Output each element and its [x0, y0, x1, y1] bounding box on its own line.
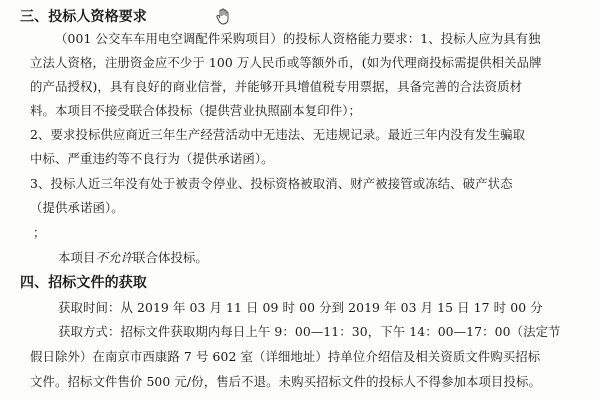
section-3-line-7: 3、投标人近三年没有处于被责令停业、投标资格被取消、财产被接管或冻结、破产状态	[30, 176, 513, 191]
no-consortium-note	[58, 250, 208, 266]
hand-cursor-icon	[215, 8, 231, 26]
section-3-heading: 三、投标人资格要求	[20, 9, 147, 25]
section-3-line-3: 的产品授权)，具有良好的商业信誉，并能够开具增值税专用票据，具备完善的合法资质材	[30, 79, 523, 94]
acquisition-method-line-2: 假日除外）在南京市西康路 7 号 602 室（详细地址）持单位介绍信及相关资质文件购买招标	[30, 349, 541, 364]
note-suffix: 联合体投标。	[132, 250, 208, 265]
section-3-line-9: ；	[33, 225, 46, 240]
section-3-line-4: 料。本项目不接受联合体投标（提供营业执照副本复印件）；	[30, 103, 362, 118]
section-4-heading: 四、招标文件的获取	[20, 275, 147, 291]
acquisition-time: 获取时间：从 2019 年 03 月 11 日 09 时 00 分到 2019 年 03 月 15 日 17 时 00 分	[58, 300, 543, 315]
section-3-line-6: 中标、严重违约等不良行为（提供承诺函）。	[30, 151, 274, 166]
note-prefix: 本项目	[58, 250, 96, 265]
note-emphasis: 不允许	[95, 250, 133, 265]
section-3-line-5: 2、要求投标供应商近三年生产经营活动中无违法、无违规记录。最近三年内没有发生骗取	[30, 127, 526, 142]
acquisition-method-line-1: 获取方式：招标文件获取期内每日上午 9：00—11：30，下午 14：00—17：00（法定节	[58, 324, 561, 339]
section-3-line-1: （001 公交车车用电空调配件采购项目）的投标人资格能力要求：1、投标人应为具有独	[55, 31, 541, 46]
acquisition-method-line-3: 文件。招标文件售价 500 元/份，售后不退。未购买招标文件的投标人不得参加本项目投标。	[30, 374, 541, 389]
section-3-line-2: 立法人资格，注册资金应不少于 100 万人民币或等额外币，(如为代理商投标需提供相关品牌	[30, 55, 542, 70]
section-3-line-8: （提供承诺函）。	[30, 200, 124, 215]
